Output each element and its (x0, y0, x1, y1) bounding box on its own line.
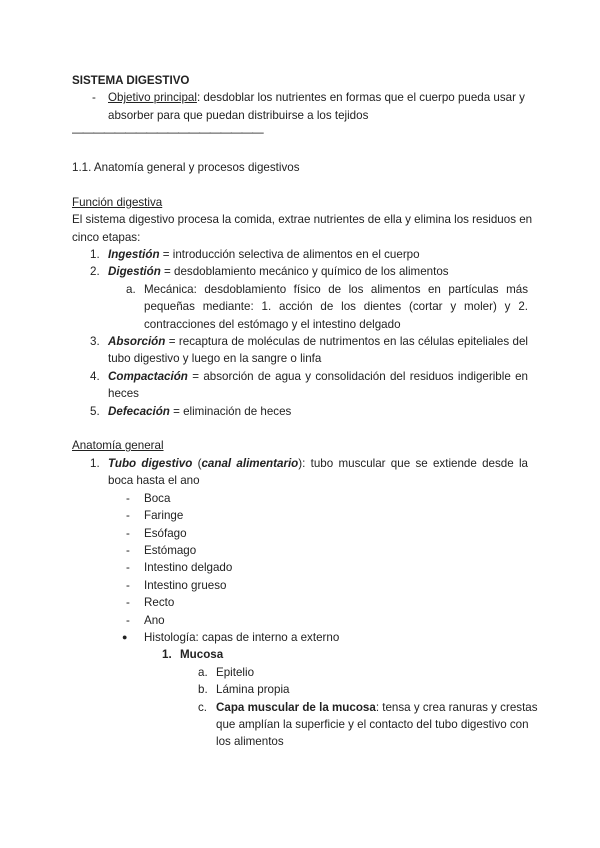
step-term: Ingestión (108, 248, 160, 262)
item-number: 1. (90, 456, 100, 470)
list-item: - Recto (126, 596, 175, 610)
step-number: 5. (90, 404, 100, 418)
mecanica-text-cont: pequeñas mediante: 1. acción de los dientes (cortar y moler) y 2. (144, 300, 528, 314)
layer-title: Mucosa (180, 648, 224, 662)
mecanica-item (72, 281, 528, 333)
document-page (72, 72, 538, 751)
step-digestion (72, 263, 528, 280)
step-term: Defecación (108, 404, 170, 418)
step-text: = desdoblamiento mecánico y químico de los alimentos (160, 265, 449, 279)
capa-muscular-term: Capa muscular de la mucosa (216, 700, 376, 714)
step-text-cont: tubo digestivo y luego en la sangre o linfa (108, 352, 322, 366)
objective-label: Objetivo principal (108, 91, 197, 105)
sub-marker: a. (126, 282, 136, 296)
list-item: b. Lámina propia (198, 683, 290, 697)
funcion-heading: Función digestiva (72, 195, 163, 209)
step-number: 2. (90, 265, 100, 279)
list-item: - Estómago (126, 543, 197, 557)
dash-marker: - (92, 91, 96, 105)
funcion-intro-cont: cinco etapas: (72, 230, 141, 244)
histologia-text: Histología: capas de interno a externo (144, 630, 340, 644)
step-absorcion (72, 333, 528, 368)
separator-line: —————————————————— (72, 126, 263, 140)
objective-text-cont: absorber para que puedan distribuirse a los tejidos (108, 108, 369, 122)
histologia-item (72, 629, 528, 646)
item-term: Tubo digestivo (108, 456, 193, 470)
step-number: 3. (90, 335, 100, 349)
mucosa-item (72, 646, 528, 663)
list-item: - Intestino delgado (126, 561, 233, 575)
list-item: - Esófago (126, 526, 187, 540)
anatomia-heading: Anatomía general (72, 439, 164, 453)
step-compactacion (72, 368, 528, 403)
layer-number: 1. (162, 648, 172, 662)
step-text: = eliminación de heces (169, 404, 292, 418)
step-text-cont: heces (108, 387, 139, 401)
objective-text: : desdoblar los nutrientes en formas que el cuerpo pueda usar y (196, 91, 525, 105)
item-text-cont: boca hasta el ano (108, 474, 200, 488)
step-text: = absorción de agua y consolidación del residuos indigerible en (187, 369, 528, 383)
list-item: - Intestino grueso (126, 578, 227, 592)
mecanica-text-end: contracciones del estómago y el intestino delgado (144, 317, 401, 331)
funcion-intro: El sistema digestivo procesa la comida, extrae nutrientes de ella y elimina los residuos en (72, 213, 533, 227)
list-item: - Boca (126, 491, 171, 505)
tubo-digestivo-item: 1. Tubo digestivo (canal alimentario): tubo muscular que se extiende desde la boca hasta el ano (72, 455, 528, 490)
bullet-marker: ● (122, 631, 128, 642)
step-defecacion (72, 403, 528, 420)
objective-item (72, 89, 528, 124)
capa-muscular-item: c. Capa muscular de la mucosa: tensa y crea ranuras y crestas que amplían la superficie y el contacto del tubo digestivo con los alimentos (198, 700, 538, 749)
step-term: Absorción (108, 335, 166, 349)
step-number: 1. (90, 248, 100, 262)
list-item: - Ano (126, 613, 165, 627)
step-text: = introducción selectiva de alimentos en el cuerpo (159, 248, 420, 262)
step-ingestion (72, 246, 528, 263)
section-heading: 1.1. Anatomía general y procesos digestivos (72, 161, 300, 175)
document-title: SISTEMA DIGESTIVO (72, 74, 190, 87)
mecanica-text: Mecánica: desdoblamiento físico de los alimentos en partículas más (144, 282, 528, 296)
step-number: 4. (90, 369, 100, 383)
item-term-alt: canal alimentario (201, 456, 299, 470)
organ-list (72, 490, 528, 629)
step-term: Compactación (108, 369, 188, 383)
step-text: = recaptura de moléculas de nutrimentos en las células epiteliales del (165, 335, 528, 349)
list-item: a. Epitelio (198, 665, 255, 679)
step-term: Digestión (108, 265, 161, 279)
item-text: ): tubo muscular que se extiende desde la (298, 456, 528, 470)
list-item: - Faringe (126, 509, 184, 523)
